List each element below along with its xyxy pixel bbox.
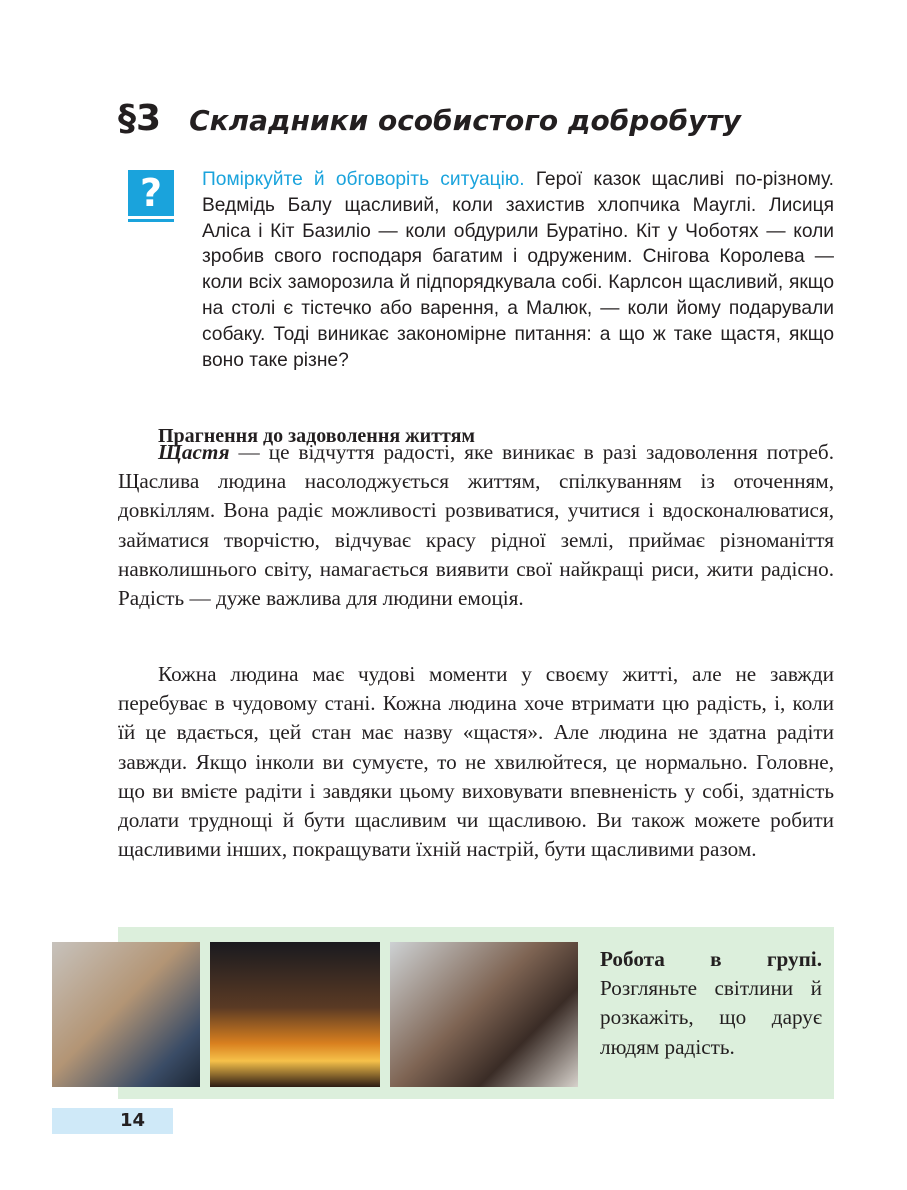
paragraph-joy-moments [118,660,834,864]
question-icon-underline [128,219,174,222]
section-title: Складники особистого добробуту [189,104,741,137]
group-work-task [600,945,822,1062]
intro-body: Герої казок щасливі по-різному. Ведмідь Балу щасливий, коли захистив хлопчика Мауглі. Лисиця Аліса і Кіт Базиліо — коли обдурили Буратіно. Кіт у Чоботях — коли зробив свого господаря багатим і одруженим. Снігова Королева — коли всіх заморозила й підпорядкувала собі. Карлсон щасливий, якщо на столі є тістечко або варення, а Малюк, — коли йому подарували собаку. Тоді виникає закономірне питання: а що ж таке щастя, якщо воно таке різне? [202,169,834,371]
photo-family-with-baby [390,942,578,1087]
paragraph2-text: Кожна людина має чудові моменти у своєму житті, але не завжди перебуває в чудовому стані. Кожна людина хоче втримати цю радість, і, коли їй це вдається, цей стан має назву «щастя». Але людина не здатна радіти завжди. Якщо інколи ви сумуєте, то не хвилюйтеся, це нормально. Головне, що ви вмієте радіти і завдяки цьому виховувати впевненість у собі, здатність долати труднощі й бути щасливим чи щасливою. Ви також можете робити щасливими інших, покращувати їхній настрій, бути щасливими разом. [118,662,834,862]
page-title [118,98,741,148]
intro-lead: Поміркуйте й обговоріть ситуацію. [202,169,525,190]
question-mark-icon: ? [128,170,174,216]
group-work-title: Робота в групі. [600,947,822,971]
intro-question-text [202,167,834,373]
term-happiness: Щастя [158,440,230,464]
section-number: §3 [118,98,162,139]
subheading: Прагнення до задоволення життям [158,425,476,447]
paragraph-happiness-definition [118,438,834,613]
page-number-tab [52,1108,173,1134]
page-number: 14 [120,1110,146,1131]
photo-friends-campfire [210,942,380,1087]
paragraph1-text: — це відчуття радості, яке виникає в разі задоволення потреб. Щаслива людина насолоджується життям, спілкуванням із оточенням, довкіллям. Вона радіє можливості розвиватися, учитися і вдосконалюватися, займатися творчістю, відчуває красу рідної землі, приймає різноманіття навколишнього світу, намагається виявити свої найкращі риси, жити радісно. Радість — дуже важлива для людини емоція. [118,440,834,611]
group-work-text: Розгляньте світлини й розкажіть, що дарує людям радість. [600,976,822,1059]
photo-girl-with-dog [52,942,200,1087]
